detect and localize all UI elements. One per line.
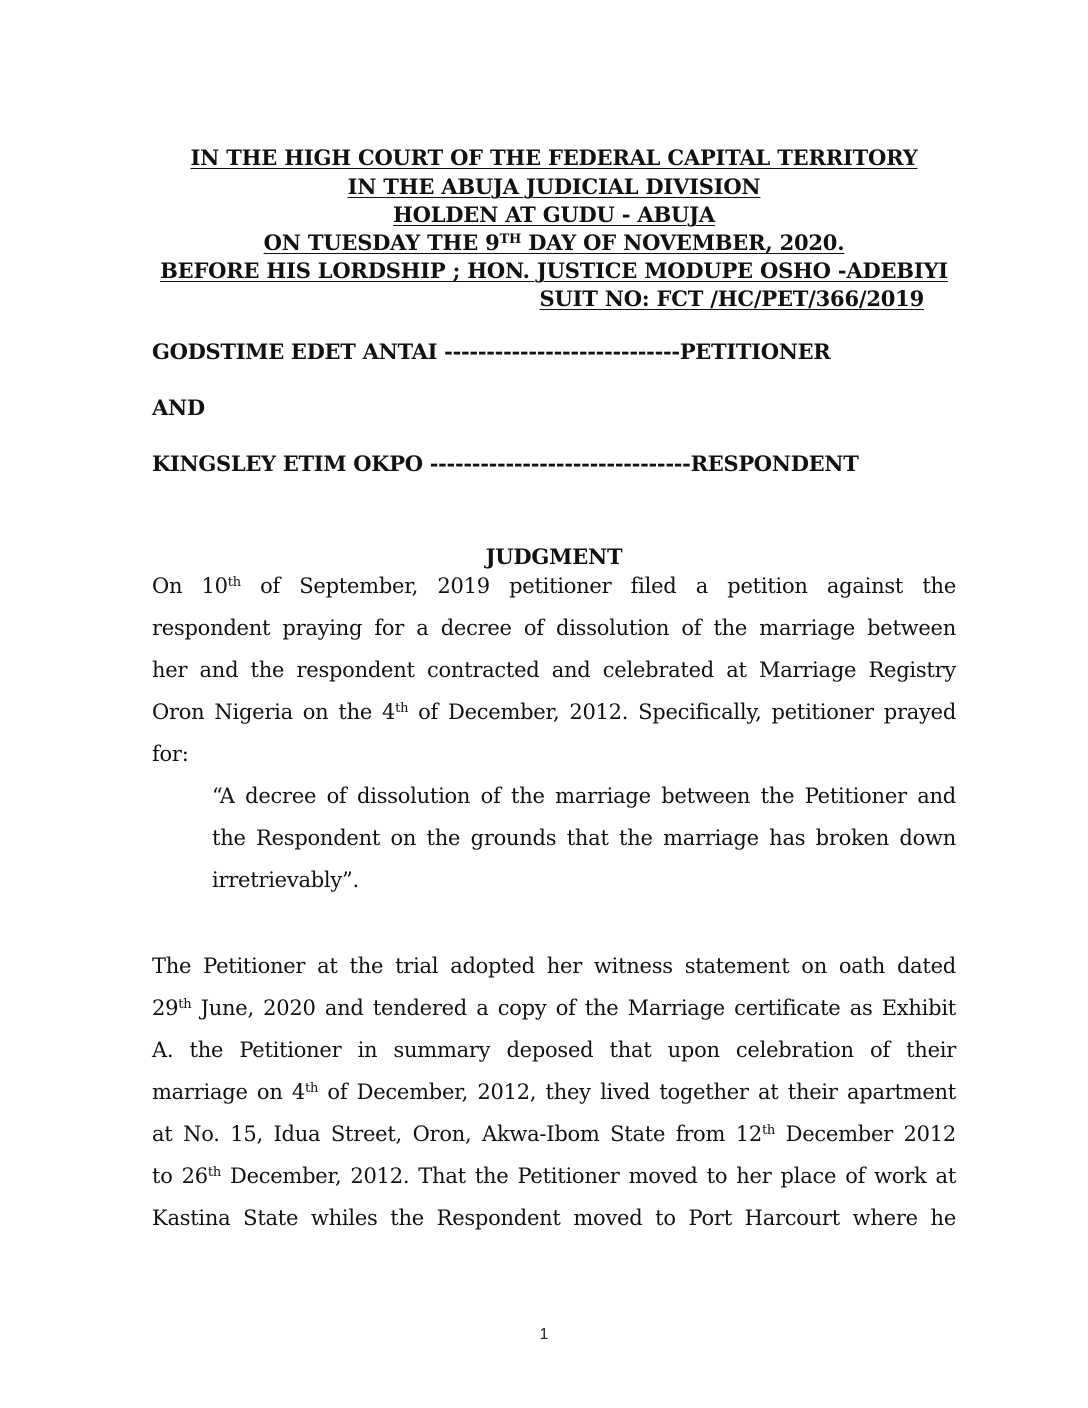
paragraph-line: to 26th December, 2012. That the Petitioner moved to her place of work at bbox=[152, 1164, 957, 1188]
petitioner-line: GODSTIME EDET ANTAI ----------------------------PETITIONER bbox=[152, 339, 831, 364]
respondent-line: KINGSLEY ETIM OKPO -------------------------------RESPONDENT bbox=[152, 451, 859, 476]
quote-line: irretrievably”. bbox=[212, 868, 359, 892]
judicial-division: IN THE ABUJA JUDICIAL DIVISION bbox=[347, 174, 761, 199]
paragraph-line: respondent praying for a decree of dissolution of the marriage between bbox=[152, 616, 956, 640]
paragraph-line: Oron Nigeria on the 4th of December, 2012. Specifically, petitioner prayed bbox=[152, 700, 957, 724]
paragraph-line: 29th June, 2020 and tendered a copy of the Marriage certificate as Exhibit bbox=[152, 996, 956, 1020]
paragraph-line: The Petitioner at the trial adopted her witness statement on oath dated bbox=[152, 954, 956, 978]
judgment-title: JUDGMENT bbox=[485, 544, 623, 569]
court-title: IN THE HIGH COURT OF THE FEDERAL CAPITAL TERRITORY bbox=[190, 145, 918, 170]
paragraph-line: her and the respondent contracted and celebrated at Marriage Registry bbox=[152, 658, 956, 682]
paragraph-line: marriage on 4th of December, 2012, they lived together at their apartment bbox=[152, 1080, 956, 1104]
suit-number: SUIT NO: FCT /HC/PET/366/2019 bbox=[539, 286, 924, 311]
hearing-date: ON TUESDAY THE 9TH DAY OF NOVEMBER, 2020. bbox=[263, 230, 845, 255]
paragraph-line: Kastina State whiles the Respondent moved to Port Harcourt where he bbox=[152, 1206, 956, 1230]
page-number: 1 bbox=[539, 1326, 549, 1343]
paragraph-line: A. the Petitioner in summary deposed that upon celebration of their bbox=[152, 1038, 956, 1062]
paragraph-line: for: bbox=[152, 742, 189, 766]
quote-line: “A decree of dissolution of the marriage between the Petitioner and bbox=[212, 784, 956, 808]
paragraph-line: On 10th of September, 2019 petitioner filed a petition against the bbox=[152, 574, 957, 598]
quote-line: the Respondent on the grounds that the marriage has broken down bbox=[212, 826, 956, 850]
paragraph-line: at No. 15, Idua Street, Oron, Akwa-Ibom State from 12th December 2012 bbox=[152, 1122, 956, 1146]
presiding-judge: BEFORE HIS LORDSHIP ; HON. JUSTICE MODUPE OSHO -ADEBIYI bbox=[160, 258, 948, 283]
and-separator: AND bbox=[152, 395, 205, 420]
court-location: HOLDEN AT GUDU - ABUJA bbox=[392, 202, 715, 227]
